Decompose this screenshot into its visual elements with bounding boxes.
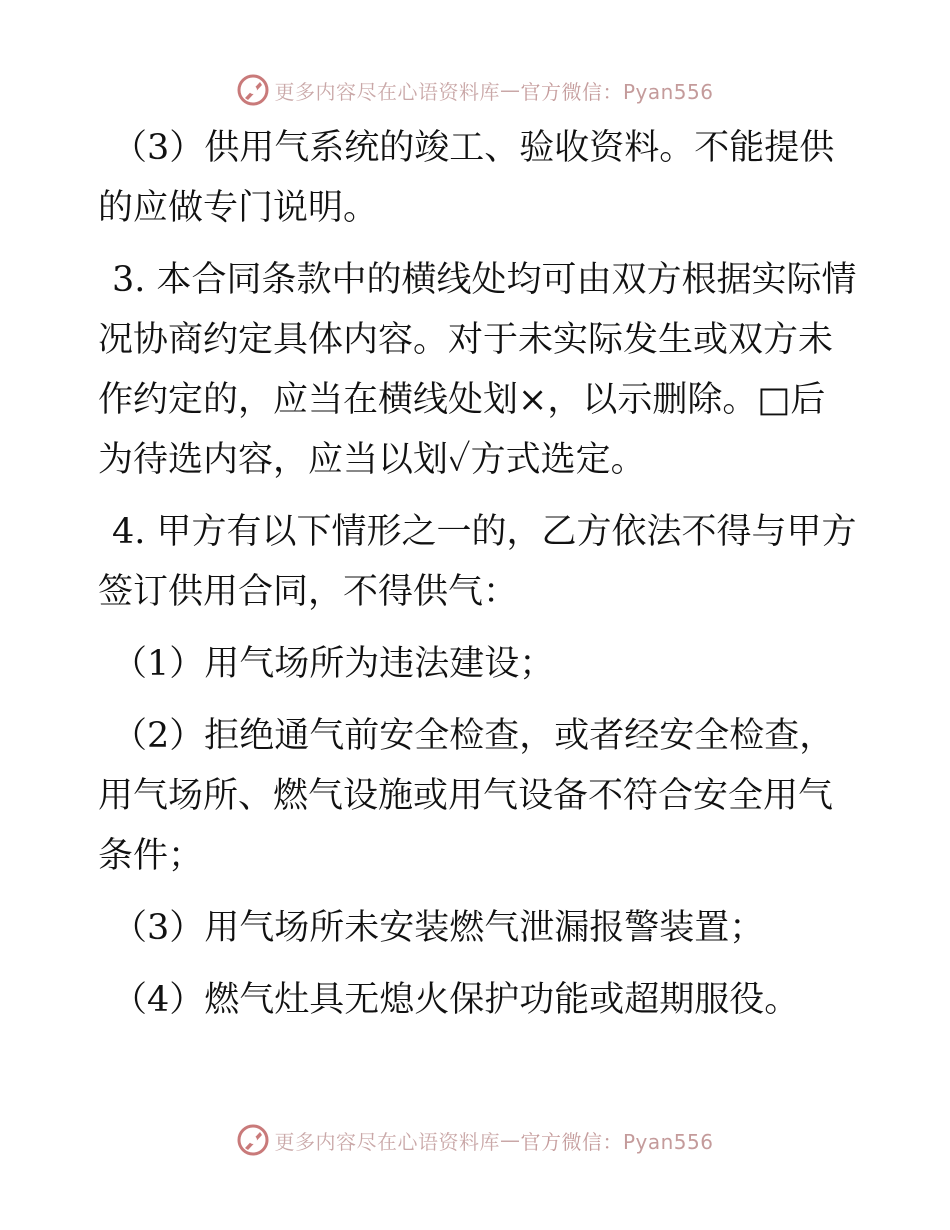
paragraph-case-3: （3）用气场所未安装燃气泄漏报警装置； <box>112 908 765 948</box>
header-watermark <box>0 70 950 110</box>
footer-watermark <box>0 1120 950 1160</box>
paragraph-item-3-docs: （3）供用气系统的竣工、验收资料。不能提供的应做专门说明。 <box>98 128 835 228</box>
paragraph-case-2: （2）拒绝通气前安全检查，或者经安全检查，用气场所、燃气设施或用气设备不符合安全用气条件； <box>98 716 835 876</box>
watermark-dash: — <box>499 1128 521 1152</box>
paragraph-case-4: （4）燃气灶具无熄火保护功能或超期服役。 <box>112 980 800 1020</box>
watermark-contact-text: 官方微信：Pyan556 <box>520 1129 714 1154</box>
document-body <box>98 118 858 1042</box>
watermark-dash: — <box>499 78 521 102</box>
paragraph-clause-4: 4. 甲方有以下情形之一的，乙方依法不得与甲方签订供用合同，不得供气： <box>98 512 857 612</box>
watermark-main-text: 更多内容尽在心语资料库 <box>274 79 500 104</box>
watermark-main-text: 更多内容尽在心语资料库 <box>274 1129 500 1154</box>
watermark-contact-text: 官方微信：Pyan556 <box>520 79 714 104</box>
quill-logo-icon <box>236 73 270 107</box>
paragraph-case-1: （1）用气场所为违法建设； <box>112 644 555 684</box>
paragraph-clause-3: 3. 本合同条款中的横线处均可由双方根据实际情况协商约定具体内容。对于未实际发生或双方未作约定的，应当在横线处划×，以示删除。□后为待选内容，应当以划✓方式选定。 <box>98 260 857 480</box>
quill-logo-icon <box>236 1123 270 1157</box>
